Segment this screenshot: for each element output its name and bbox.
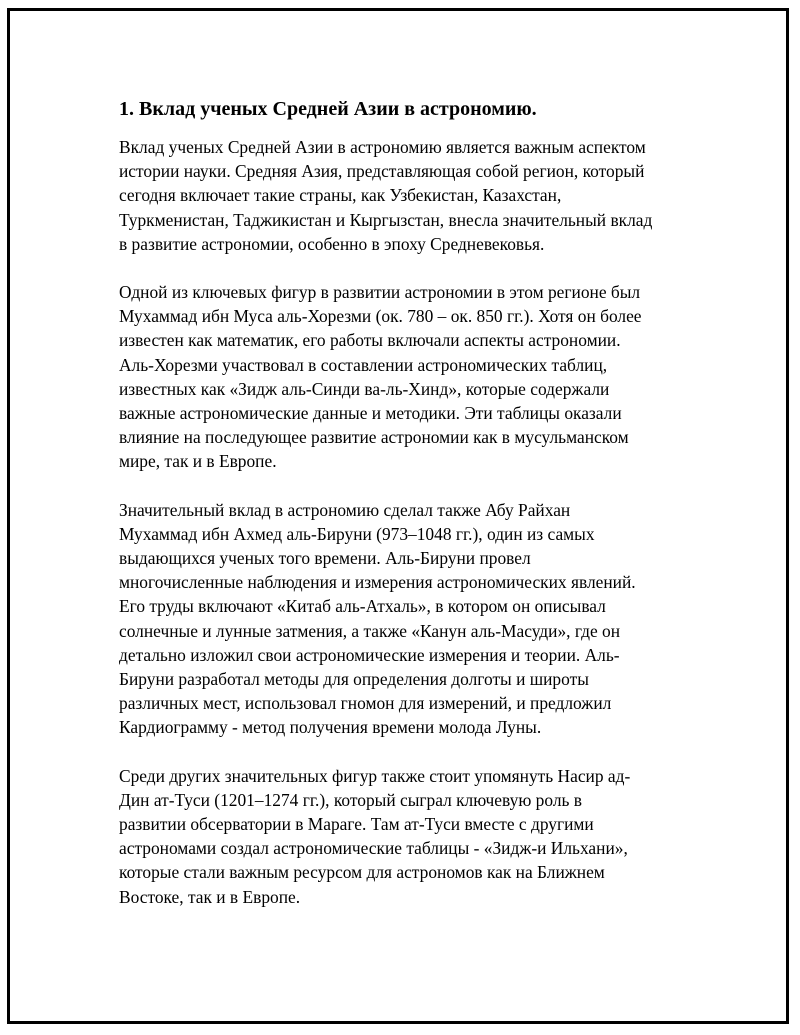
text-line: Дин ат-Туси (1201–1274 гг.), который сыграл ключевую роль в — [119, 789, 583, 810]
text-line: многочисленные наблюдения и измерения астрономических явлений. — [119, 572, 636, 593]
text-line: истории науки. Средняя Азия, представляющая собой регион, который — [119, 161, 645, 182]
text-line: выдающихся ученых того времени. Аль-Бируни провел — [119, 548, 531, 569]
text-line: в развитие астрономии, особенно в эпоху Средневековья. — [119, 233, 545, 254]
text-line: известных как «Зидж аль-Синди ва-ль-Хинд», которые содержали — [119, 378, 610, 399]
paragraphs-container — [119, 135, 719, 909]
text-line: Мухаммад ибн Ахмед аль-Бируни (973–1048 гг.), один из самых — [119, 523, 595, 544]
text-line: Бируни разработал методы для определения долготы и широты — [119, 669, 589, 690]
text-line: мире, так и в Европе. — [119, 451, 277, 472]
text-line: Мухаммад ибн Муса аль-Хорезми (ок. 780 – ок. 850 гг.). Хотя он более — [119, 306, 642, 327]
text-line: Кардиограмму - метод получения времени молода Луны. — [119, 717, 542, 738]
text-line: Востоке, так и в Европе. — [119, 886, 301, 907]
text-line: Среди других значительных фигур также стоит упомянуть Насир ад- — [119, 765, 631, 786]
text-line: солнечные и лунные затмения, а также «Канун аль-Масуди», где он — [119, 620, 621, 641]
section-heading: 1. Вклад ученых Средней Азии в астрономию. — [119, 98, 537, 120]
text-line: важные астрономические данные и методики. Эти таблицы оказали — [119, 403, 622, 424]
text-line: известен как математик, его работы включали аспекты астрономии. — [119, 330, 621, 351]
paragraph — [119, 498, 719, 740]
paragraph — [119, 280, 719, 474]
text-line: влияние на последующее развитие астрономии как в мусульманском — [119, 427, 629, 448]
text-line: астрономами создал астрономические таблицы - «Зидж-и Ильхани», — [119, 838, 628, 859]
text-line: Аль-Хорезми участвовал в составлении астрономических таблиц, — [119, 354, 608, 375]
text-line: Значительный вклад в астрономию сделал также Абу Райхан — [119, 499, 571, 520]
text-line: Вклад ученых Средней Азии в астрономию является важным аспектом — [119, 137, 646, 157]
text-line: сегодня включает такие страны, как Узбекистан, Казахстан, — [119, 185, 562, 206]
document-page — [7, 8, 789, 1024]
text-line: различных мест, использовал гномон для измерений, и предложил — [119, 693, 612, 714]
paragraph — [119, 764, 719, 909]
text-line: детально изложил свои астрономические измерения и теории. Аль- — [119, 644, 620, 665]
text-line: Туркменистан, Таджикистан и Кыргызстан, внесла значительный вклад — [119, 209, 653, 230]
text-line: развитии обсерватории в Мараге. Там ат-Туси вместе с другими — [119, 814, 594, 835]
text-line: Его труды включают «Китаб аль-Атхаль», в котором он описывал — [119, 596, 606, 617]
paragraph — [119, 135, 719, 256]
text-line: которые стали важным ресурсом для астрономов как на Ближнем — [119, 862, 605, 883]
text-line: Одной из ключевых фигур в развитии астрономии в этом регионе был — [119, 282, 641, 303]
document-content — [119, 97, 719, 933]
